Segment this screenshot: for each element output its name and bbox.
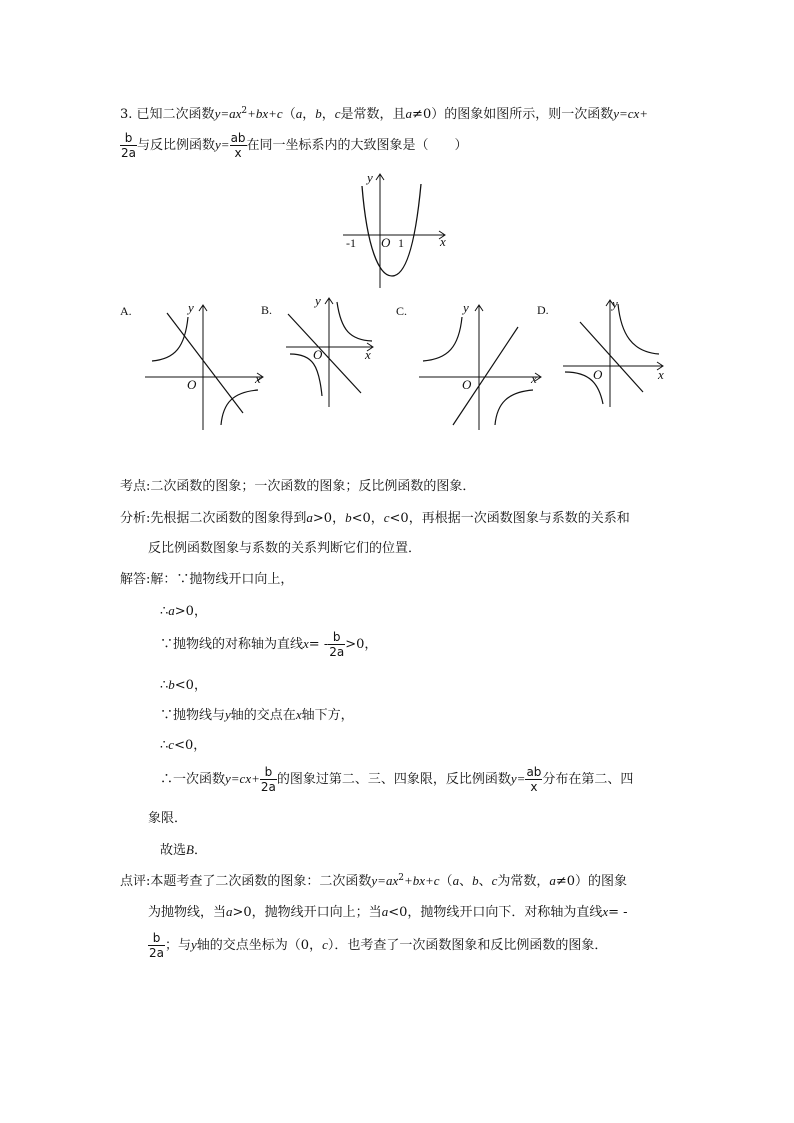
hyperbola-branch-upper (618, 304, 659, 354)
fraction-b-over-2a: $\frac{b}{2a}$ (260, 765, 276, 794)
jieda-line-8: 象限． (148, 811, 188, 826)
jieda-label: 解答: (120, 572, 151, 587)
dianping-label: 点评: (120, 874, 151, 889)
jieda-line-5: ∵抛物线与y轴的交点在x轴下方， (160, 707, 354, 723)
option-b-graph (258, 292, 383, 412)
y-axis-label: y (188, 300, 194, 315)
question-line-1: 3. 已知二次函数$y=ax^2+bx+c(a$，b，c是常数，且a≠0）的图象如图所示，则一次函数y=cx+ (120, 106, 649, 122)
x-axis-label: x (658, 367, 664, 382)
jieda-line-9: 故选B． (160, 842, 207, 858)
x-axis-label: x (365, 347, 371, 362)
linear-function-line (288, 314, 361, 393)
origin-label: O (381, 235, 391, 250)
fraction-b-over-2a: $\frac{b}{2a}$ (329, 630, 345, 659)
option-a-letter: A. (120, 304, 132, 318)
option-a-graph (115, 295, 265, 435)
jieda-line-4: ∴b<0， (160, 677, 207, 693)
question-number: 3. (120, 107, 133, 122)
option-d-graph (535, 292, 670, 412)
hyperbola-branch-upper (423, 317, 462, 361)
linear-function-line (580, 322, 643, 392)
fraction-ab-over-x: $\frac{ab}{x}$ (526, 765, 542, 794)
dianping-line-2: 为抛物线，当a>0，抛物线开口向上；当a<0，抛物线开口向下．对称轴为直线x= - (148, 904, 628, 920)
x-axis-label: x (440, 234, 446, 249)
tick-neg-one: -1 (346, 236, 356, 250)
x-axis-label: x (255, 371, 261, 386)
origin-label: O (187, 377, 197, 392)
dianping-line-1: 点评:本题考查了二次函数的图象：二次函数$y=ax^2+bx+c(a$、b、c为常数，a≠0）的图象 (120, 873, 628, 889)
main-parabola-graph (335, 168, 455, 293)
y-axis-label: y (463, 300, 469, 315)
tick-pos-one: 1 (398, 236, 404, 250)
jieda-line-7: ∴一次函数y=cx+ $\frac{b}{2a}$ 的图象过第二、三、四象限，反比例函数y= $\frac{ab}{x}$ 分布在第二、四 (160, 765, 634, 794)
y-axis-label: y (315, 293, 321, 308)
origin-label: O (593, 367, 603, 382)
fenxi-label: 分析: (120, 511, 151, 526)
option-d-letter: D. (537, 303, 549, 317)
parabola-curve (362, 184, 421, 276)
option-c-letter: C. (396, 304, 408, 318)
dianping-line-3: $\frac{b}{2a}$ ；与y轴的交点坐标为（0，c）．也考查了一次函数图象和反比例函数的图象． (149, 931, 608, 960)
fraction-b-over-2a: $\frac{b}{2a}$ (121, 131, 136, 160)
y-axis-label: y (612, 296, 618, 311)
jieda-line-3: ∵抛物线的对称轴为直线x= - $\frac{b}{2a}$ >0， (160, 630, 378, 659)
jieda-line-2: ∴a>0， (160, 603, 207, 619)
fenxi-line-1: 分析:先根据二次函数的图象得到a>0，b<0，c<0，再根据一次函数图象与系数的关系和 (120, 510, 630, 526)
fraction-b-over-2a: $\frac{b}{2a}$ (149, 931, 164, 960)
jieda-line-1: 解答:解：∵抛物线开口向上， (120, 572, 294, 587)
hyperbola-branch-lower (495, 390, 533, 425)
origin-label: O (462, 377, 472, 392)
option-b-letter: B. (261, 303, 273, 317)
y-axis-label: y (367, 170, 373, 185)
fenxi-line-2: 反比例函数图象与系数的关系判断它们的位置． (148, 541, 422, 556)
linear-function-line (167, 313, 243, 413)
hyperbola-branch-upper (337, 302, 372, 341)
linear-function-line (453, 327, 518, 425)
kaodian-line: 考点:二次函数的图象；一次函数的图象；反比例函数的图象． (120, 479, 476, 494)
origin-label: O (313, 347, 323, 362)
x-axis-label: x (531, 371, 537, 386)
option-c-graph (393, 295, 545, 435)
jieda-line-6: ∴c<0， (160, 737, 207, 753)
kaodian-label: 考点: (120, 479, 151, 494)
fraction-ab-over-x: $\frac{ab}{x}$ (230, 131, 246, 160)
hyperbola-branch-upper (152, 317, 188, 361)
question-line-2: $\frac{b}{2a}$ 与反比例函数y= $\frac{ab}{x}$ 在同一坐标系内的大致图象是（ ） (121, 131, 468, 160)
